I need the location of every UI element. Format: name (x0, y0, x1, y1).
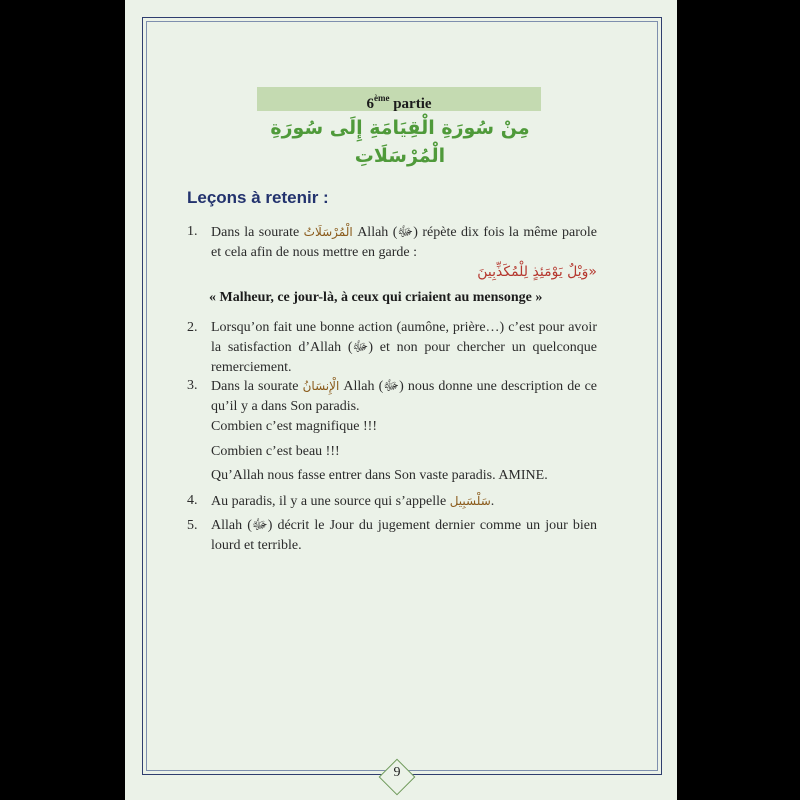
surah-name-arabic: الْإِنسَانُ (302, 379, 340, 393)
lessons-heading: Leçons à retenir : (187, 188, 329, 207)
item-text-after: Allah (ﷻ) nous donne une description de ce qu’il y a dans Son paradis. (211, 379, 598, 414)
exclamation-3: Qu’Allah nous fasse entrer dans Son vaste paradis. AMINE. (211, 468, 548, 483)
part-banner (257, 87, 541, 111)
item-text: Allah (ﷻ) décrit le Jour du jugement dernier comme un jour bien lourd et terrible. (211, 518, 597, 553)
item-text-after: . (490, 494, 495, 509)
item-number: 5. (187, 518, 198, 533)
verse-arabic: «وَيْلٌ يَوْمَئِذٍ لِلْمُكَذِّبِينَ (477, 264, 597, 280)
part-word: partie (393, 96, 432, 112)
page-number: 9 (393, 765, 401, 780)
item-number: 3. (187, 378, 198, 393)
item-number: 4. (187, 493, 198, 508)
item-text-before: Dans la sourate (211, 379, 303, 394)
verse-french: « Malheur, ce jour-là, à ceux qui criaient au mensonge » (209, 290, 543, 305)
item-text (211, 491, 597, 512)
item-number: 2. (187, 320, 198, 335)
item-number: 1. (187, 224, 198, 239)
item-text (211, 376, 597, 417)
source-name-arabic: سَلْسَبِيل (449, 494, 491, 508)
item-text-before: Au paradis, il y a une source qui s’appelle (211, 494, 450, 509)
item-text-before: Dans la sourate (211, 225, 304, 240)
part-number: 6 (366, 96, 374, 112)
exclamation-2: Combien c’est beau !!! (211, 444, 340, 459)
part-suffix: ème (373, 93, 390, 103)
exclamation-1: Combien c’est magnifique !!! (211, 419, 378, 434)
surah-name-arabic: الْمُرْسَلَاتُ (303, 225, 353, 239)
item-text: Lorsqu’on fait une bonne action (aumône, prière…) c’est pour avoir la satisfaction d’Allah (ﷻ) et non pour chercher un quelconque remerciement. (211, 320, 597, 375)
book-page (125, 0, 677, 800)
arabic-title: مِنْ سُورَةِ الْقِيَامَةِ إِلَى سُورَةِ الْمُرْسَلَاتِ (270, 117, 530, 167)
item-text (211, 222, 597, 263)
item-text-after: Allah (ﷻ) répète dix fois la même parole et cela afin de nous mettre en garde : (211, 225, 597, 260)
